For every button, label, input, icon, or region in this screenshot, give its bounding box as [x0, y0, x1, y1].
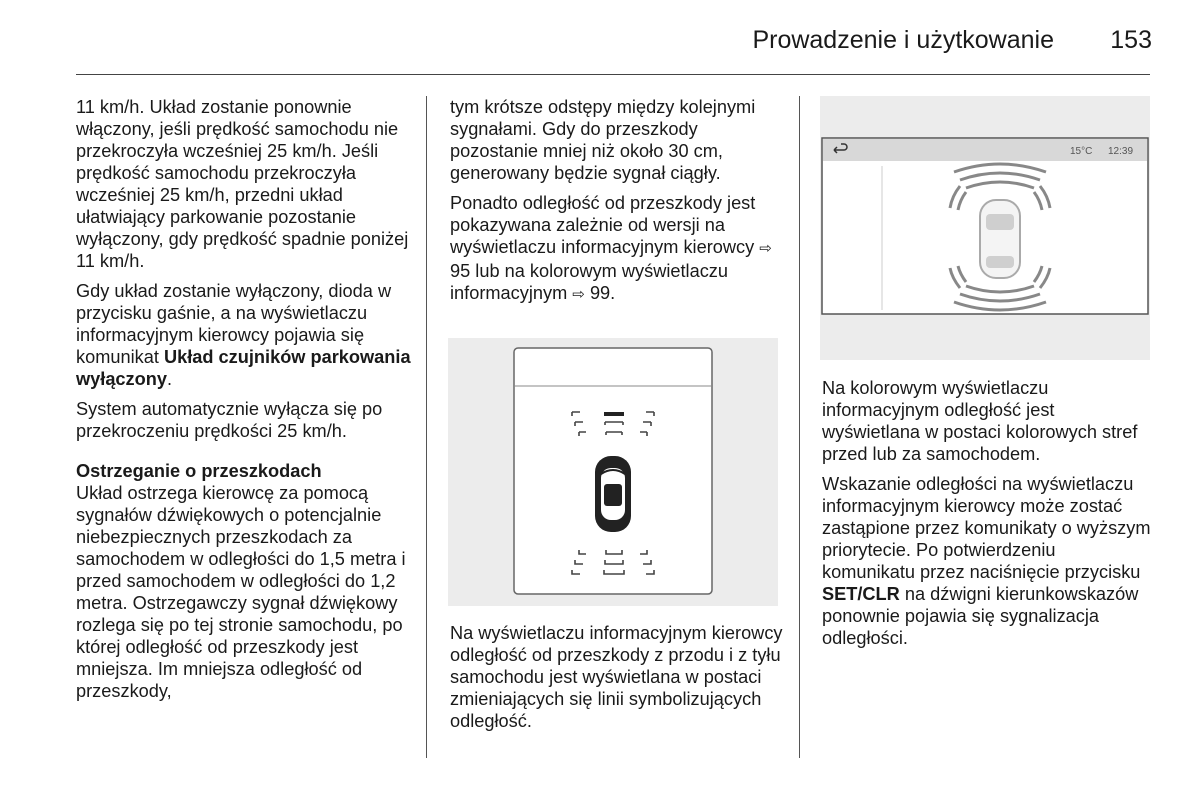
clock-readout: 12:39 [1108, 146, 1134, 157]
column-3 [822, 377, 1152, 657]
section-heading: Ostrzeganie o przeszkodach [76, 461, 322, 481]
paragraph-text: Gdy układ zostanie wyłączony, dioda w przycisku gaśnie, a na wyświetlaczu informacyjnym kierowcy pojawia się komunikat [76, 281, 392, 367]
paragraph-end: . [166, 369, 173, 389]
column-2 [450, 96, 785, 314]
header-rule [76, 74, 1150, 75]
figure-colour-display [820, 96, 1150, 360]
paragraph: tym krótsze odstępy między kolejnymi sygnałami. Gdy do przeszkody pozostanie mniej niż około 30 cm, generowany będzie sygnał ciągły. [450, 97, 756, 183]
car-top-view-icon [595, 456, 631, 532]
temperature-readout: 15°C [1070, 146, 1093, 157]
header-title: Prowadzenie i użytkowanie [752, 26, 1054, 54]
paragraph [822, 473, 1152, 649]
figure-driver-display [448, 338, 778, 606]
paragraph-text: lub na kolorowym wyświetlaczu informacyjnym [450, 261, 728, 303]
paragraph: System automatycznie wyłącza się po przekroczeniu prędkości 25 km/h. [76, 399, 383, 441]
column-1 [76, 96, 416, 710]
reference-arrow-icon: ⇨ [572, 286, 585, 303]
paragraph: Układ ostrzega kierowcę za pomocą sygnałów dźwiękowych o potencjalnie niebezpiecznych przeszkodach za samochodem w odległości do 1,5 metra i przed samochodem w odległości do 1,2 metra. Ostrzegawczy sygnał dźwiękowy rozlega się po tej stronie samochodu, po której odległość od przeszkody jest mniejsza. Im mniejsza odległość od przeszkody, [76, 483, 406, 701]
column-divider [799, 96, 800, 758]
paragraph-text: na dźwigni kierunkowskazów ponownie pojawia się sygnalizacja odległości. [822, 584, 1139, 648]
page-number: 153 [1110, 26, 1152, 54]
column-divider [426, 96, 427, 758]
caption: Na wyświetlaczu informacyjnym kierowcy odległość od przeszkody z przodu i z tyłu samochodu jest wyświetlana w postaci zmieniających się linii symbolizujących odległość. [450, 623, 783, 731]
driver-display-illustration [448, 338, 778, 606]
message-text: Układ czujników parkowania wyłączony [76, 347, 411, 389]
reference-arrow-icon: ⇨ [759, 240, 772, 257]
page-reference[interactable]: 95 [450, 261, 471, 281]
paragraph: 11 km/h. Układ zostanie ponownie włączony, jeśli prędkość samochodu nie przekroczyła wcześniej 25 km/h. Jeśli prędkość samochodu przekroczyła wcześniej 25 km/h, przedni układ ułatwiający parkowanie pozostanie wyłączony, gdy prędkość spadnie poniżej 11 km/h. [76, 97, 409, 271]
figure-caption-1 [450, 622, 785, 740]
button-name: SET/CLR [822, 584, 900, 604]
paragraph [76, 280, 416, 390]
colour-display-illustration [820, 96, 1150, 360]
page-reference[interactable]: 99. [589, 283, 616, 303]
paragraph-text: Wskazanie odległości na wyświetlaczu informacyjnym kierowcy może zostać zastąpione przez komunikaty o wyższym priorytecie. Po potwierdzeniu komunikatu przez naciśnięcie przycisku [822, 474, 1151, 582]
paragraph: Na kolorowym wyświetlaczu informacyjnym odległość jest wyświetlana w postaci kolorowych stref przed lub za samochodem. [822, 378, 1138, 464]
paragraph [450, 192, 785, 306]
car-top-view-icon [980, 200, 1020, 278]
paragraph-text: Ponadto odległość od przeszkody jest pokazywana zależnie od wersji na wyświetlaczu informacyjnym kierowcy [450, 193, 756, 257]
display-status-bar [823, 139, 1147, 161]
